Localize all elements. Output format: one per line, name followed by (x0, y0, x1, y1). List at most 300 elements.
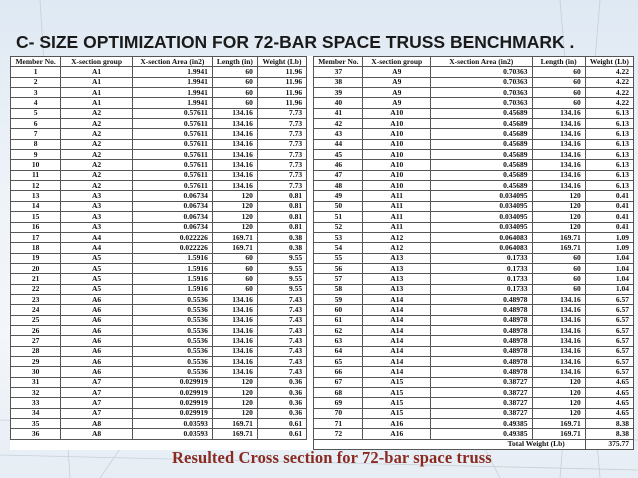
cell-right-weight: 1.04 (585, 253, 633, 263)
cell-left-length: 60 (212, 263, 257, 273)
cell-right-weight: 6.13 (585, 119, 633, 129)
cell-right-xsection-group: A11 (363, 191, 431, 201)
cell-right-xsection-group: A13 (363, 253, 431, 263)
cell-right-xsection-group: A10 (363, 108, 431, 118)
cell-left-weight: 7.73 (257, 139, 306, 149)
cell-left-member-no: 12 (11, 181, 61, 191)
cell-left-member-no: 8 (11, 139, 61, 149)
cell-left-length: 134.16 (212, 356, 257, 366)
cell-right-weight: 1.04 (585, 284, 633, 294)
cell-left-weight: 7.73 (257, 108, 306, 118)
cell-right-xsection-area: 0.45689 (431, 181, 532, 191)
cell-right-length: 120 (532, 212, 585, 222)
cell-right-weight: 4.65 (585, 377, 633, 387)
cell-left-length: 120 (212, 408, 257, 418)
table-row (11, 212, 634, 222)
cell-left-weight: 7.43 (257, 294, 306, 304)
cell-right-weight: 6.57 (585, 356, 633, 366)
cell-right-member-no: 54 (314, 243, 363, 253)
table-row (11, 367, 634, 377)
header-area-left: X-section Area (in2) (132, 57, 212, 67)
cell-right-member-no: 71 (314, 419, 363, 429)
cell-left-xsection-group: A1 (61, 77, 133, 87)
cell-left-xsection-group: A6 (61, 336, 133, 346)
cell-right-weight: 1.04 (585, 263, 633, 273)
table-row (11, 129, 634, 139)
cell-right-xsection-area: 0.48978 (431, 367, 532, 377)
cell-right-xsection-area: 0.45689 (431, 139, 532, 149)
cell-right-xsection-area: 0.48978 (431, 325, 532, 335)
cell-right-member-no: 70 (314, 408, 363, 418)
table-row (11, 284, 634, 294)
table-row (11, 98, 634, 108)
column-gap (307, 356, 314, 366)
cell-left-xsection-group: A6 (61, 315, 133, 325)
cell-left-member-no: 16 (11, 222, 61, 232)
cell-left-member-no: 18 (11, 243, 61, 253)
cell-left-member-no: 22 (11, 284, 61, 294)
cell-right-length: 60 (532, 284, 585, 294)
cell-left-xsection-area: 0.57611 (132, 150, 212, 160)
cell-left-length: 169.71 (212, 232, 257, 242)
column-gap (307, 408, 314, 418)
cell-left-xsection-area: 0.022226 (132, 243, 212, 253)
cell-left-length: 60 (212, 88, 257, 98)
cell-right-xsection-group: A14 (363, 346, 431, 356)
header-member-right: Member No. (314, 57, 363, 67)
cell-left-weight: 11.96 (257, 77, 306, 87)
cell-right-length: 134.16 (532, 336, 585, 346)
column-gap (307, 98, 314, 108)
results-table (10, 56, 634, 450)
cell-right-member-no: 64 (314, 346, 363, 356)
table-row (11, 305, 634, 315)
column-gap (307, 305, 314, 315)
cell-left-length: 134.16 (212, 150, 257, 160)
cell-right-xsection-area: 0.70363 (431, 98, 532, 108)
cell-left-weight: 0.81 (257, 191, 306, 201)
cell-left-length: 60 (212, 98, 257, 108)
cell-left-weight: 0.81 (257, 222, 306, 232)
column-gap (307, 274, 314, 284)
table-row (11, 139, 634, 149)
header-weight-left: Weight (Lb) (257, 57, 306, 67)
cell-right-member-no: 46 (314, 160, 363, 170)
cell-left-weight: 7.73 (257, 160, 306, 170)
cell-left-xsection-area: 0.5536 (132, 325, 212, 335)
cell-right-length: 134.16 (532, 315, 585, 325)
page-title: C- SIZE OPTIMIZATION FOR 72-BAR SPACE TRUSS BENCHMARK . (16, 32, 575, 52)
cell-right-length: 60 (532, 67, 585, 77)
column-gap (307, 129, 314, 139)
cell-right-length: 60 (532, 88, 585, 98)
cell-right-xsection-group: A15 (363, 398, 431, 408)
cell-right-xsection-group: A9 (363, 88, 431, 98)
cell-left-length: 134.16 (212, 315, 257, 325)
header-group-left: X-section group (61, 57, 133, 67)
total-weight-label: Total Weight (Lb) (314, 439, 586, 449)
column-gap (307, 253, 314, 263)
cell-left-weight: 0.61 (257, 419, 306, 429)
cell-left-xsection-group: A3 (61, 191, 133, 201)
cell-left-length: 134.16 (212, 181, 257, 191)
cell-left-weight: 7.73 (257, 181, 306, 191)
cell-right-weight: 1.09 (585, 243, 633, 253)
cell-right-member-no: 59 (314, 294, 363, 304)
cell-left-member-no: 30 (11, 367, 61, 377)
cell-right-member-no: 41 (314, 108, 363, 118)
cell-right-weight: 4.22 (585, 88, 633, 98)
cell-left-length: 120 (212, 377, 257, 387)
cell-right-member-no: 38 (314, 77, 363, 87)
cell-left-xsection-area: 0.57611 (132, 160, 212, 170)
cell-left-member-no: 32 (11, 388, 61, 398)
cell-left-xsection-group: A7 (61, 408, 133, 418)
column-gap (307, 57, 314, 67)
cell-left-xsection-area: 0.5536 (132, 336, 212, 346)
cell-right-length: 134.16 (532, 160, 585, 170)
cell-left-weight: 7.43 (257, 325, 306, 335)
cell-left-weight: 0.81 (257, 212, 306, 222)
cell-right-xsection-group: A9 (363, 77, 431, 87)
cell-right-xsection-group: A15 (363, 377, 431, 387)
cell-right-xsection-group: A9 (363, 98, 431, 108)
column-gap (307, 170, 314, 180)
cell-left-weight: 7.73 (257, 150, 306, 160)
cell-left-weight: 0.36 (257, 377, 306, 387)
table-row (11, 222, 634, 232)
cell-right-xsection-area: 0.70363 (431, 88, 532, 98)
cell-left-weight: 7.43 (257, 305, 306, 315)
column-gap (307, 284, 314, 294)
cell-left-xsection-area: 0.5536 (132, 346, 212, 356)
cell-right-length: 134.16 (532, 356, 585, 366)
cell-right-xsection-group: A10 (363, 170, 431, 180)
cell-right-length: 60 (532, 253, 585, 263)
column-gap (307, 398, 314, 408)
header-group-right: X-section group (363, 57, 431, 67)
column-gap (307, 212, 314, 222)
cell-right-member-no: 56 (314, 263, 363, 273)
cell-left-xsection-group: A7 (61, 377, 133, 387)
cell-left-xsection-group: A6 (61, 367, 133, 377)
cell-left-length: 60 (212, 274, 257, 284)
cell-left-xsection-group: A3 (61, 201, 133, 211)
cell-left-xsection-area: 1.5916 (132, 263, 212, 273)
cell-left-weight: 0.36 (257, 408, 306, 418)
cell-right-weight: 4.65 (585, 408, 633, 418)
cell-left-member-no: 29 (11, 356, 61, 366)
cell-left-weight: 0.61 (257, 429, 306, 439)
cell-right-xsection-area: 0.064083 (431, 232, 532, 242)
cell-left-length: 60 (212, 77, 257, 87)
cell-right-member-no: 50 (314, 201, 363, 211)
cell-right-member-no: 45 (314, 150, 363, 160)
column-gap (307, 429, 314, 439)
cell-right-xsection-area: 0.1733 (431, 284, 532, 294)
cell-left-xsection-group: A2 (61, 181, 133, 191)
table-row (11, 356, 634, 366)
table-row (11, 377, 634, 387)
cell-right-xsection-area: 0.38727 (431, 408, 532, 418)
cell-right-length: 134.16 (532, 119, 585, 129)
cell-left-xsection-group: A5 (61, 253, 133, 263)
cell-right-weight: 6.13 (585, 150, 633, 160)
cell-left-member-no: 2 (11, 77, 61, 87)
cell-right-length: 134.16 (532, 108, 585, 118)
cell-left-member-no: 24 (11, 305, 61, 315)
column-gap (307, 119, 314, 129)
cell-right-xsection-group: A14 (363, 367, 431, 377)
table-row (11, 274, 634, 284)
cell-right-member-no: 72 (314, 429, 363, 439)
cell-left-weight: 11.96 (257, 88, 306, 98)
cell-left-length: 60 (212, 67, 257, 77)
cell-left-xsection-area: 0.5536 (132, 356, 212, 366)
cell-left-xsection-area: 0.022226 (132, 232, 212, 242)
cell-right-member-no: 39 (314, 88, 363, 98)
cell-left-length: 134.16 (212, 367, 257, 377)
cell-right-xsection-area: 0.49385 (431, 419, 532, 429)
cell-left-member-no: 7 (11, 129, 61, 139)
header-weight-right: Weight (Lb) (585, 57, 633, 67)
cell-left-weight: 7.43 (257, 336, 306, 346)
cell-right-weight: 0.41 (585, 212, 633, 222)
cell-right-member-no: 53 (314, 232, 363, 242)
cell-left-xsection-area: 1.5916 (132, 274, 212, 284)
cell-left-xsection-area: 0.57611 (132, 119, 212, 129)
cell-right-xsection-area: 0.38727 (431, 377, 532, 387)
table-row (11, 67, 634, 77)
header-length-right: Length (in) (532, 57, 585, 67)
table-header-row (11, 57, 634, 67)
cell-left-xsection-group: A7 (61, 398, 133, 408)
cell-right-length: 169.71 (532, 419, 585, 429)
cell-left-xsection-group: A5 (61, 274, 133, 284)
cell-right-weight: 6.57 (585, 336, 633, 346)
cell-right-xsection-group: A10 (363, 181, 431, 191)
cell-right-xsection-group: A14 (363, 315, 431, 325)
cell-right-weight: 0.41 (585, 201, 633, 211)
cell-right-xsection-group: A9 (363, 67, 431, 77)
table-row (11, 263, 634, 273)
cell-right-xsection-area: 0.45689 (431, 129, 532, 139)
cell-right-length: 120 (532, 201, 585, 211)
cell-left-member-no: 27 (11, 336, 61, 346)
cell-right-xsection-group: A11 (363, 212, 431, 222)
cell-left-weight: 7.73 (257, 170, 306, 180)
cell-left-member-no: 9 (11, 150, 61, 160)
column-gap (307, 419, 314, 429)
cell-right-xsection-group: A14 (363, 294, 431, 304)
cell-right-weight: 4.22 (585, 67, 633, 77)
cell-right-xsection-area: 0.064083 (431, 243, 532, 253)
cell-left-length: 60 (212, 284, 257, 294)
cell-right-length: 169.71 (532, 232, 585, 242)
cell-left-length: 120 (212, 398, 257, 408)
cell-left-xsection-area: 0.57611 (132, 139, 212, 149)
cell-right-xsection-area: 0.45689 (431, 108, 532, 118)
cell-left-xsection-group: A2 (61, 150, 133, 160)
table-row (11, 429, 634, 439)
cell-right-xsection-group: A14 (363, 325, 431, 335)
cell-right-xsection-group: A10 (363, 160, 431, 170)
cell-right-xsection-area: 0.48978 (431, 294, 532, 304)
cell-left-member-no: 21 (11, 274, 61, 284)
cell-left-member-no: 25 (11, 315, 61, 325)
cell-right-xsection-area: 0.48978 (431, 356, 532, 366)
cell-right-xsection-area: 0.034095 (431, 201, 532, 211)
cell-right-xsection-area: 0.45689 (431, 119, 532, 129)
total-weight-value: 375.77 (585, 439, 633, 449)
table-row (11, 201, 634, 211)
cell-left-member-no: 31 (11, 377, 61, 387)
column-gap (307, 67, 314, 77)
cell-left-length: 134.16 (212, 160, 257, 170)
cell-right-xsection-group: A12 (363, 243, 431, 253)
cell-left-xsection-area: 0.03593 (132, 429, 212, 439)
cell-right-weight: 6.13 (585, 108, 633, 118)
cell-left-xsection-area: 1.9941 (132, 88, 212, 98)
header-member-left: Member No. (11, 57, 61, 67)
cell-right-xsection-group: A14 (363, 305, 431, 315)
header-area-right: X-section Area (in2) (431, 57, 532, 67)
cell-right-xsection-group: A13 (363, 284, 431, 294)
table-row (11, 181, 634, 191)
cell-left-xsection-area: 0.029919 (132, 408, 212, 418)
cell-left-xsection-area: 0.06734 (132, 201, 212, 211)
column-gap (307, 160, 314, 170)
column-gap (307, 181, 314, 191)
cell-left-xsection-group: A1 (61, 67, 133, 77)
table-row (11, 232, 634, 242)
cell-right-xsection-group: A14 (363, 356, 431, 366)
cell-left-member-no: 14 (11, 201, 61, 211)
table-row (11, 150, 634, 160)
cell-left-xsection-group: A2 (61, 129, 133, 139)
cell-right-xsection-area: 0.70363 (431, 67, 532, 77)
table-row (11, 88, 634, 98)
cell-left-length: 134.16 (212, 170, 257, 180)
table-row (11, 77, 634, 87)
cell-left-weight: 7.43 (257, 315, 306, 325)
cell-right-xsection-group: A11 (363, 201, 431, 211)
cell-left-length: 134.16 (212, 325, 257, 335)
cell-right-weight: 8.38 (585, 429, 633, 439)
cell-left-xsection-group: A1 (61, 88, 133, 98)
cell-right-member-no: 60 (314, 305, 363, 315)
cell-left-length: 134.16 (212, 119, 257, 129)
cell-left-xsection-group: A6 (61, 294, 133, 304)
cell-left-xsection-group: A3 (61, 222, 133, 232)
cell-right-member-no: 48 (314, 181, 363, 191)
cell-left-length: 134.16 (212, 108, 257, 118)
cell-left-weight: 7.43 (257, 346, 306, 356)
cell-left-xsection-area: 0.57611 (132, 108, 212, 118)
cell-right-weight: 0.41 (585, 191, 633, 201)
column-gap (307, 325, 314, 335)
cell-left-member-no: 13 (11, 191, 61, 201)
cell-right-length: 134.16 (532, 294, 585, 304)
cell-left-xsection-group: A8 (61, 429, 133, 439)
cell-right-length: 120 (532, 388, 585, 398)
cell-left-weight: 0.38 (257, 243, 306, 253)
cell-right-member-no: 52 (314, 222, 363, 232)
table-row (11, 160, 634, 170)
cell-left-length: 120 (212, 191, 257, 201)
cell-left-length: 120 (212, 212, 257, 222)
table-row (11, 119, 634, 129)
cell-right-member-no: 63 (314, 336, 363, 346)
cell-left-weight: 9.55 (257, 263, 306, 273)
cell-left-xsection-area: 0.5536 (132, 294, 212, 304)
cell-right-xsection-group: A11 (363, 222, 431, 232)
cell-right-xsection-area: 0.1733 (431, 263, 532, 273)
column-gap (307, 263, 314, 273)
column-gap (307, 294, 314, 304)
cell-right-member-no: 65 (314, 356, 363, 366)
cell-right-weight: 4.65 (585, 398, 633, 408)
cell-right-length: 169.71 (532, 429, 585, 439)
cell-right-member-no: 67 (314, 377, 363, 387)
cell-left-xsection-area: 0.06734 (132, 191, 212, 201)
cell-right-member-no: 57 (314, 274, 363, 284)
cell-right-weight: 6.13 (585, 160, 633, 170)
cell-right-weight: 6.13 (585, 129, 633, 139)
cell-left-length: 134.16 (212, 346, 257, 356)
table-row (11, 191, 634, 201)
cell-right-xsection-area: 0.48978 (431, 346, 532, 356)
column-gap (307, 315, 314, 325)
cell-left-xsection-group: A2 (61, 160, 133, 170)
column-gap (307, 346, 314, 356)
cell-left-weight: 7.73 (257, 129, 306, 139)
cell-right-weight: 6.57 (585, 367, 633, 377)
table-row (11, 294, 634, 304)
cell-left-length: 169.71 (212, 429, 257, 439)
column-gap (307, 201, 314, 211)
cell-left-xsection-area: 1.5916 (132, 253, 212, 263)
cell-right-length: 120 (532, 377, 585, 387)
cell-right-xsection-area: 0.1733 (431, 274, 532, 284)
cell-right-member-no: 51 (314, 212, 363, 222)
cell-left-length: 120 (212, 201, 257, 211)
cell-left-xsection-group: A6 (61, 346, 133, 356)
cell-right-xsection-group: A16 (363, 419, 431, 429)
cell-right-member-no: 55 (314, 253, 363, 263)
table-row (11, 408, 634, 418)
table-row (11, 170, 634, 180)
cell-left-member-no: 4 (11, 98, 61, 108)
cell-right-xsection-area: 0.1733 (431, 253, 532, 263)
cell-left-xsection-area: 0.03593 (132, 419, 212, 429)
cell-left-weight: 0.81 (257, 201, 306, 211)
cell-right-length: 60 (532, 77, 585, 87)
table-row (11, 108, 634, 118)
table-row (11, 253, 634, 263)
cell-right-weight: 6.57 (585, 325, 633, 335)
table-row (11, 336, 634, 346)
cell-right-weight: 6.57 (585, 305, 633, 315)
cell-right-xsection-group: A15 (363, 388, 431, 398)
cell-right-weight: 6.57 (585, 294, 633, 304)
cell-left-xsection-area: 1.9941 (132, 77, 212, 87)
cell-left-xsection-group: A6 (61, 305, 133, 315)
cell-right-member-no: 62 (314, 325, 363, 335)
cell-right-length: 134.16 (532, 367, 585, 377)
cell-right-xsection-area: 0.48978 (431, 305, 532, 315)
cell-right-weight: 6.57 (585, 315, 633, 325)
